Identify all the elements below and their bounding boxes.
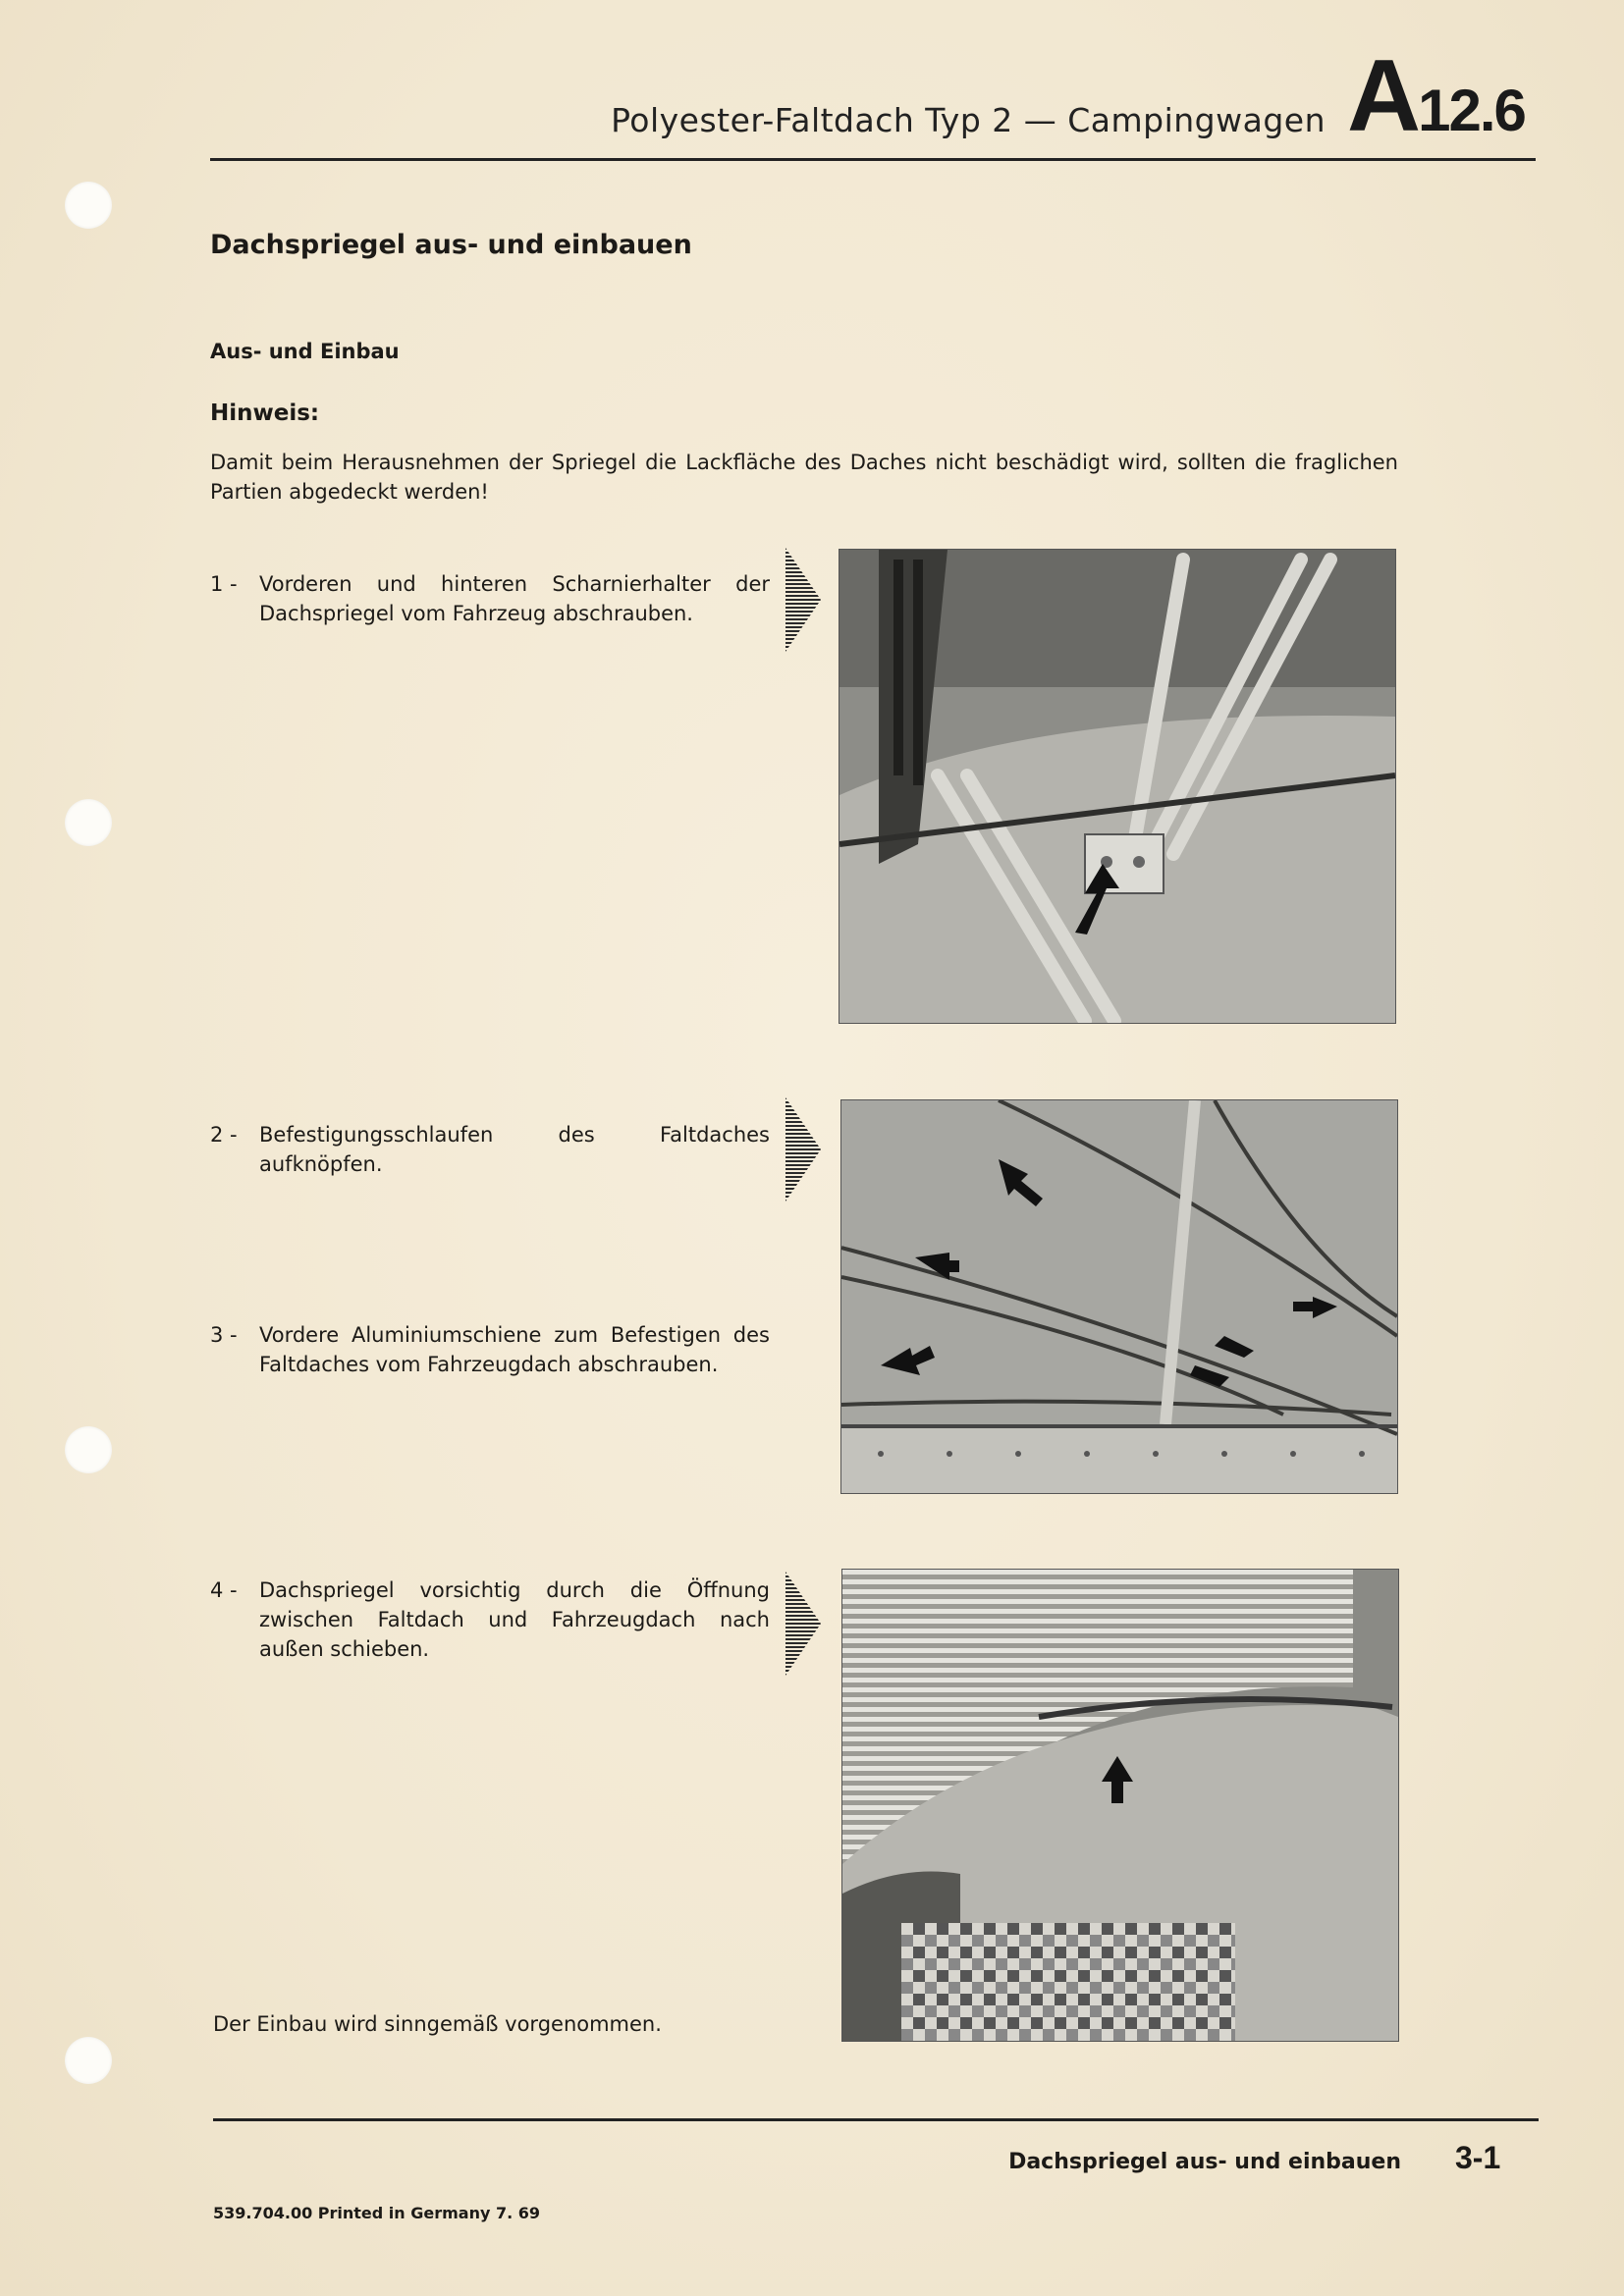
punch-hole xyxy=(65,799,112,846)
section-code-letter: A xyxy=(1347,39,1419,153)
page-number: 3-1 xyxy=(1455,2140,1501,2175)
section-code xyxy=(1347,39,1525,153)
pointer-arrow-icon xyxy=(785,1572,821,1676)
step-4 xyxy=(210,1575,770,1664)
section-code-number: 12.6 xyxy=(1418,78,1525,143)
step-number: 1 - xyxy=(210,572,238,596)
punch-hole xyxy=(65,182,112,229)
step-number: 4 - xyxy=(210,1578,238,1602)
step-number: 3 - xyxy=(210,1323,238,1347)
pointer-arrow-icon xyxy=(785,548,821,652)
section-title: Dachspriegel aus- und einbauen xyxy=(210,230,692,260)
note-label: Hinweis: xyxy=(210,400,320,426)
subsection-title: Aus- und Einbau xyxy=(210,340,400,363)
photo-fastening-loops xyxy=(840,1099,1398,1494)
photo-hinge-holder xyxy=(839,549,1396,1024)
punch-hole xyxy=(65,2037,112,2084)
footer-rule xyxy=(213,2118,1539,2121)
step-number: 2 - xyxy=(210,1123,238,1147)
step-text: Vorderen und hinteren Scharnierhalter der Dachspriegel vom Fahrzeug abschrauben. xyxy=(259,572,770,625)
step-text: Dachspriegel vorsichtig durch die Öffnung zwischen Faltdach und Fahrzeugdach nach außen schieben. xyxy=(259,1578,770,1661)
step-2 xyxy=(210,1120,770,1179)
step-1 xyxy=(210,569,770,628)
note-text: Damit beim Herausnehmen der Spriegel die Lackfläche des Daches nicht beschädigt wird, sollten die fraglichen Partien abgedeckt werden! xyxy=(210,451,1398,504)
print-info: 539.704.00 Printed in Germany 7. 69 xyxy=(213,2204,541,2222)
footer-title: Dachspriegel aus- und einbauen xyxy=(1008,2150,1401,2174)
closing-text: Der Einbau wird sinngemäß vorgenommen. xyxy=(213,2012,662,2036)
step-text: Vordere Aluminiumschiene zum Befestigen des Faltdaches vom Fahrzeugdach abschrauben. xyxy=(259,1323,770,1376)
punch-hole xyxy=(65,1426,112,1473)
step-text: Befestigungsschlaufen des Faltdaches aufknöpfen. xyxy=(259,1123,770,1176)
header-rule xyxy=(210,158,1536,161)
pointer-arrow-icon xyxy=(785,1097,821,1201)
step-3 xyxy=(210,1320,770,1379)
photo-roof-bow-removal xyxy=(841,1569,1399,2042)
header-title: Polyester-Faltdach Typ 2 — Campingwagen xyxy=(611,101,1326,139)
